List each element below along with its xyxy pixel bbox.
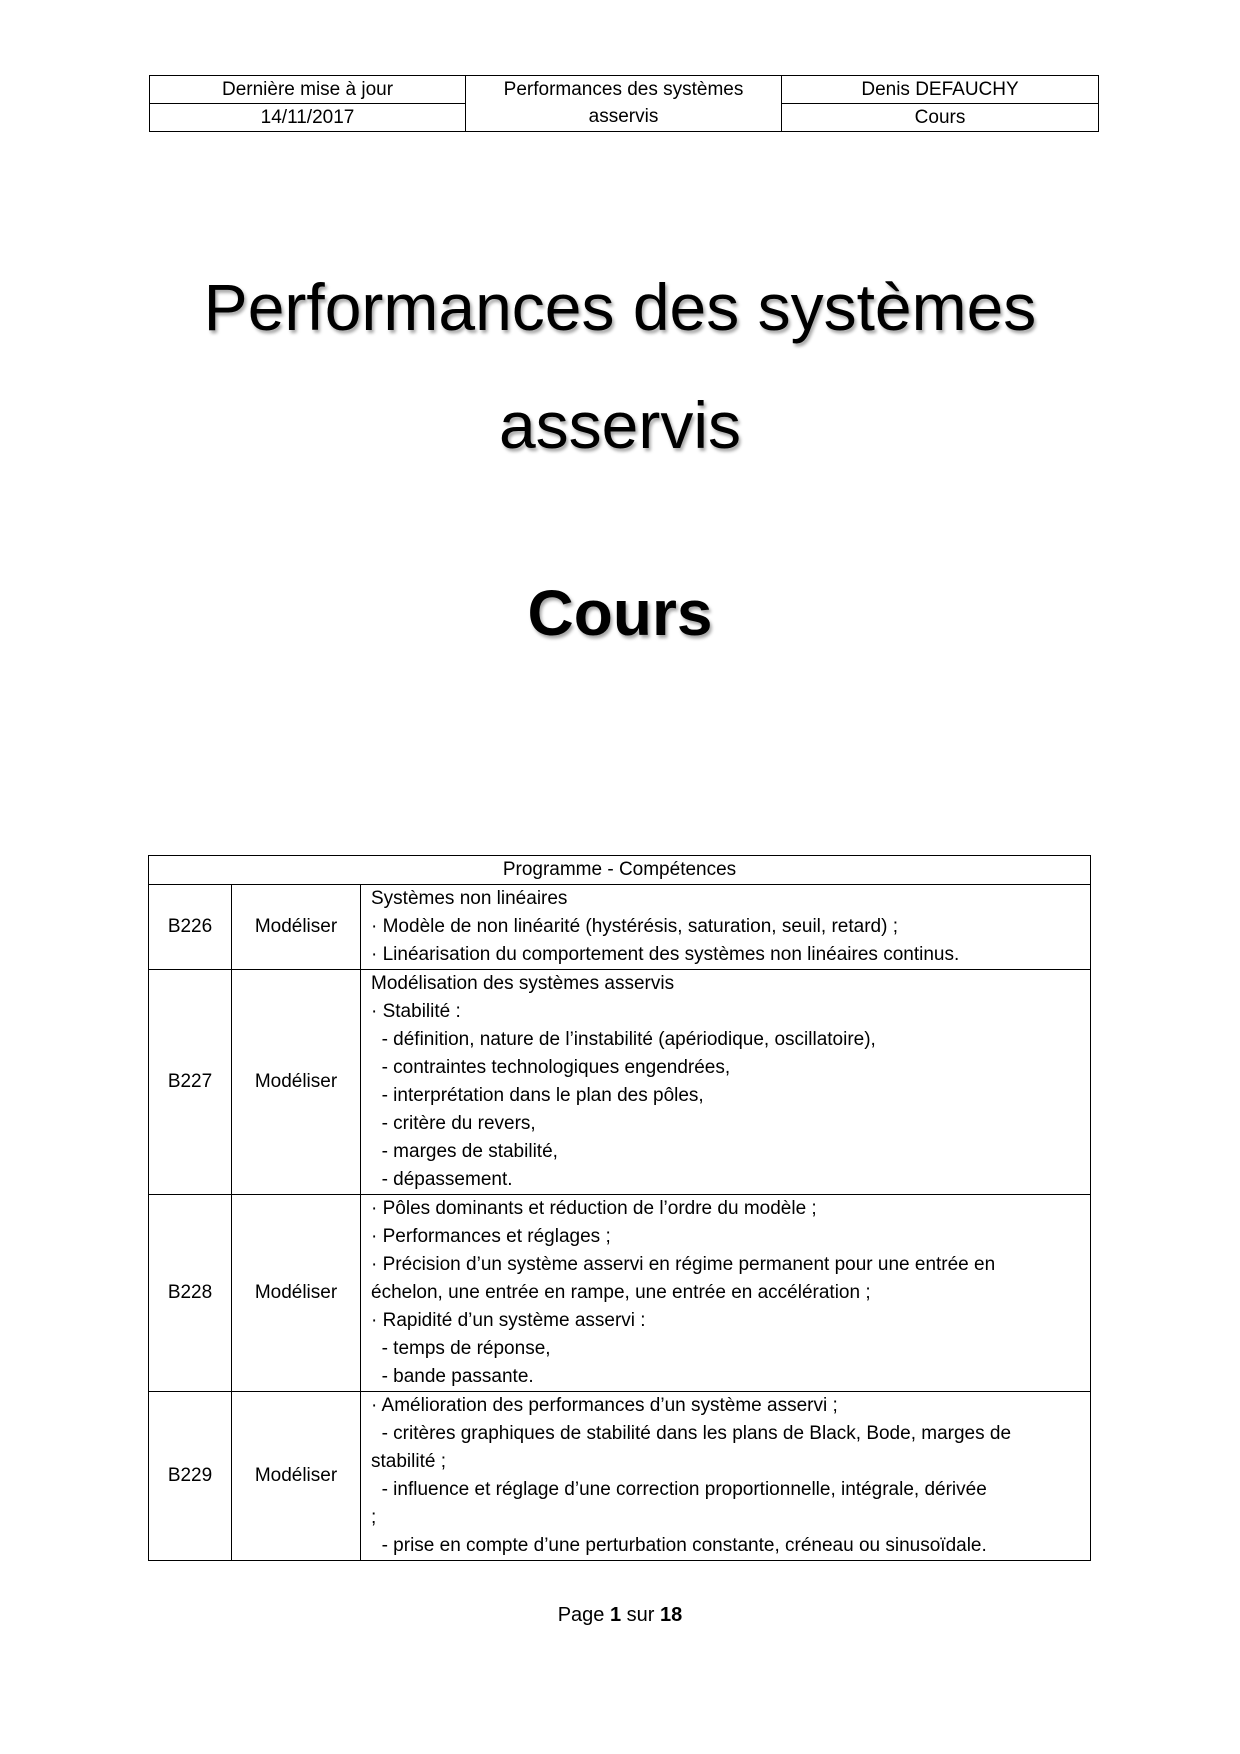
competence-code: B226 [149,885,232,970]
header-doc-title-line1: Performances des systèmes [503,79,744,100]
competence-category: Modéliser [232,1195,361,1392]
page-title-line1: Performances des systèmes [203,270,1037,344]
competence-description [361,1195,1091,1392]
total-pages-number: 18 [660,1604,683,1626]
competence-category: Modéliser [232,970,361,1195]
header-doc-title-line2: asservis [588,106,659,127]
programme-table [148,855,1091,1561]
header-doc-title [466,76,782,132]
description-line: échelon, une entrée en rampe, une entrée en accélération ; [371,1282,871,1303]
description-line: Modélisation des systèmes asservis [371,973,675,994]
description-line: - marges de stabilité, [371,1141,558,1162]
table-row [149,1392,1091,1561]
competence-category: Modéliser [232,1392,361,1561]
description-line: · Linéarisation du comportement des systèmes non linéaires continus. [371,944,960,965]
description-line: - prise en compte d’une perturbation constante, créneau ou sinusoïdale. [371,1535,987,1556]
page-footer [0,1604,1240,1627]
of-word: sur [626,1604,655,1626]
table-row [149,1195,1091,1392]
author-name: Denis DEFAUCHY [782,76,1099,104]
update-date: 14/11/2017 [150,104,466,132]
competence-code: B228 [149,1195,232,1392]
description-line: - temps de réponse, [371,1338,551,1359]
doc-type: Cours [782,104,1099,132]
description-line: · Amélioration des performances d’un système asservi ; [371,1395,838,1416]
description-line: Systèmes non linéaires [371,888,568,909]
description-line: - critères graphiques de stabilité dans les plans de Black, Bode, marges de [371,1423,1012,1444]
page-word: Page [557,1604,605,1626]
description-line: · Pôles dominants et réduction de l’ordre du modèle ; [371,1198,817,1219]
current-page-number: 1 [609,1604,622,1626]
programme-heading: Programme - Compétences [149,856,1091,885]
page-title [0,248,1240,484]
competence-description [361,970,1091,1195]
page-subtitle: Cours [527,577,713,649]
description-line: - bande passante. [371,1366,534,1387]
description-line: stabilité ; [371,1451,446,1472]
description-line: - interprétation dans le plan des pôles, [371,1085,704,1106]
competence-code: B229 [149,1392,232,1561]
description-line: - définition, nature de l’instabilité (apériodique, oscillatoire), [371,1029,876,1050]
description-line: ; [371,1507,377,1528]
description-line: · Stabilité : [371,1001,461,1022]
description-line: - contraintes technologiques engendrées, [371,1057,731,1078]
header-table [149,75,1099,132]
competence-code: B227 [149,970,232,1195]
description-line: - influence et réglage d’une correction proportionnelle, intégrale, dérivée [371,1479,987,1500]
description-line: · Performances et réglages ; [371,1226,611,1247]
table-row [149,885,1091,970]
description-line: - critère du revers, [371,1113,536,1134]
competence-description [361,1392,1091,1561]
description-line: - dépassement. [371,1169,513,1190]
competence-description [361,885,1091,970]
description-line: · Précision d’un système asservi en régime permanent pour une entrée en [371,1254,996,1275]
page-title-line2: asservis [498,388,742,462]
description-line: · Rapidité d’un système asservi : [371,1310,646,1331]
last-update-label: Dernière mise à jour [150,76,466,104]
table-row [149,970,1091,1195]
competence-category: Modéliser [232,885,361,970]
description-line: · Modèle de non linéarité (hystérésis, saturation, seuil, retard) ; [371,916,898,937]
